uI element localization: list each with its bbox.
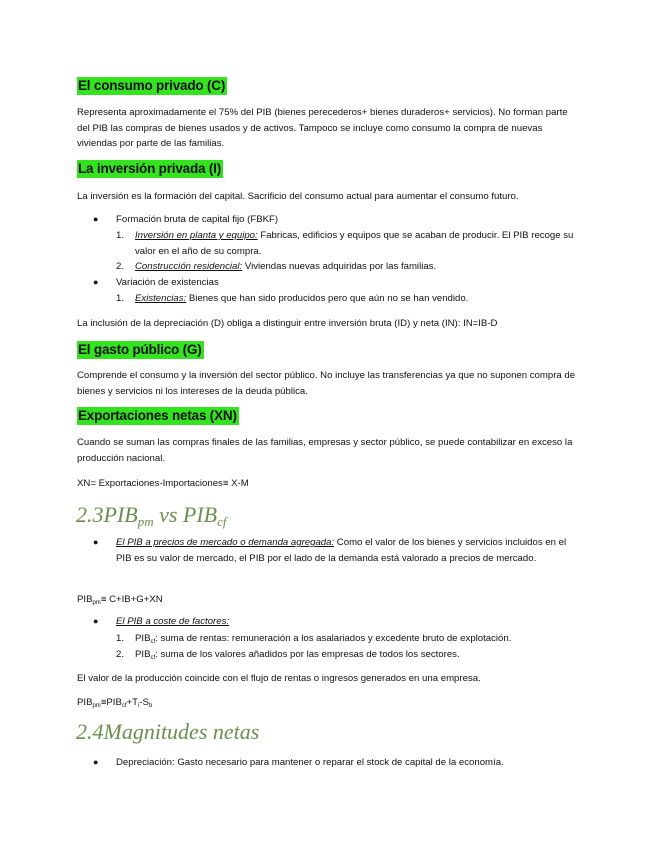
term-pib-precios-mercado: El PIB a precios de mercado o demanda agregada: [116,537,335,548]
list-item-fbkf: Formación bruta de capital fijo (FBKF) [116,214,279,225]
paragraph-depreciacion: La inclusión de la depreciación (D) obliga a distinguir entre inversión bruta (ID) y neta (IN): IN=IB-D [77,318,498,329]
heading-magnitudes-netas: 2.4Magnitudes netas [76,719,260,744]
heading-vs: vs [153,502,183,527]
f-ti: +T [126,697,139,708]
heading-pib-b: PIB [182,502,218,527]
def-existencias: Bienes que han sido producidos pero que aún no se han vendido. [186,293,469,304]
f-pibcf: ≡PIB [100,697,122,708]
list-item-inversion-planta [135,228,580,259]
formula-pibpm [77,592,582,612]
def-construccion-residencial: Viviendas nuevas adquiridas por las familias. [242,261,437,272]
text-pib: PIB [135,649,151,660]
f-sub-b: b [148,703,153,709]
list-number: 1. [116,230,125,241]
heading-exportaciones-netas: Exportaciones netas (XN) [78,408,237,423]
paragraph-gasto-publico: Comprende el consumo y la inversión del sector público. No incluye las transferencias ya que no suponen compra de bienes y servicios ni los intereses de la deuda pública. [77,370,576,397]
paragraph-exportaciones: Cuando se suman las compras finales de las familias, empresas y sector público, se puede contabilizar en exceso la producción nacional. [77,437,573,464]
formula-xn: XN= Exportaciones-Importaciones≡ X-M [77,478,249,489]
heading-number: 2.3 [76,502,104,527]
list-item-variacion-existencias: Variación de existencias [116,277,219,288]
bullet-marker: ● [93,277,99,287]
bullet-marker: ● [93,757,99,767]
f-sub-pm: pm [92,703,101,709]
def-inversion-planta: Fabricas, edificios y equipos que se acaban de producir. El PIB recoge su valor en el año de su compra. [135,230,574,257]
paragraph-inversion: La inversión es la formación del capital. Sacrificio del consumo actual para aumentar el consumo futuro. [77,191,519,202]
list-item-depreciacion: Depreciación: Gasto necesario para mantener o reparar el stock de capital de la economía. [116,757,504,768]
list-number: 2. [116,261,125,272]
text-sub: cf [150,639,156,645]
list-item-pib-coste-factores: El PIB a coste de factores: [116,616,230,627]
bullet-marker: ● [93,616,99,626]
list-number: 1. [116,293,125,304]
heading-consumo-privado: El consumo privado (C) [78,78,226,93]
term-construccion-residencial: Construcción residencial: [135,261,243,272]
heading-gasto-publico: El gasto público (G) [78,342,202,357]
formula-sub: pm [92,600,101,606]
list-item-existencias [135,291,580,307]
list-item-construccion-residencial [135,259,580,275]
paragraph-flujo-rentas: El valor de la producción coincide con el flujo de rentas o ingresos generados en una empresa. [77,673,481,684]
text-sub: cf [150,655,156,661]
formula-rhs: ≡ C+IB+G+XN [100,594,163,605]
f-sub-i: i [138,703,140,709]
list-number: 2. [116,649,125,660]
list-item-pib-precios-mercado [116,535,578,566]
f-sb: -S [139,697,149,708]
heading-inversion-privada: La inversión privada (I) [78,161,221,176]
list-number: 1. [116,633,125,644]
text-def: : suma de rentas: remuneración a los asalariados y excedente bruto de explotación. [155,633,512,644]
f-pib: PIB [77,697,93,708]
term-existencias: Existencias: [135,293,187,304]
heading-pibpm-vs-pibcf [76,502,227,535]
term-inversion-planta: Inversión en planta y equipo: [135,230,258,241]
f-sub-cf: cf [121,703,127,709]
text-pib: PIB [135,633,151,644]
formula-pib: PIB [77,594,93,605]
formula-pibpm-pibcf [77,695,582,715]
bullet-marker: ● [93,214,99,224]
heading-pib-a: PIB [103,502,138,527]
paragraph-consumo: Representa aproximadamente el 75% del PIB (bienes perecederos+ bienes duraderos+ servicios). No forman parte del PIB las compras de bienes usados y de activos. Tampoco se incluye como consumo la compra de nuevas viviendas por parte de las familias. [77,107,568,149]
def-pib-precios-mercado: Como el valor de los bienes y servicios incluidos en el PIB es su valor de mercado, el PIB por el lado de la demanda está valorado a precios de mercado. [116,537,567,564]
heading-sub-pm: pm [137,514,154,529]
text-def: : suma de los valores añadidos por las empresas de todos los sectores. [155,649,460,660]
bullet-marker: ● [93,537,99,547]
heading-sub-cf: cf [217,514,227,529]
list-item-pibcf-valores [135,647,580,667]
